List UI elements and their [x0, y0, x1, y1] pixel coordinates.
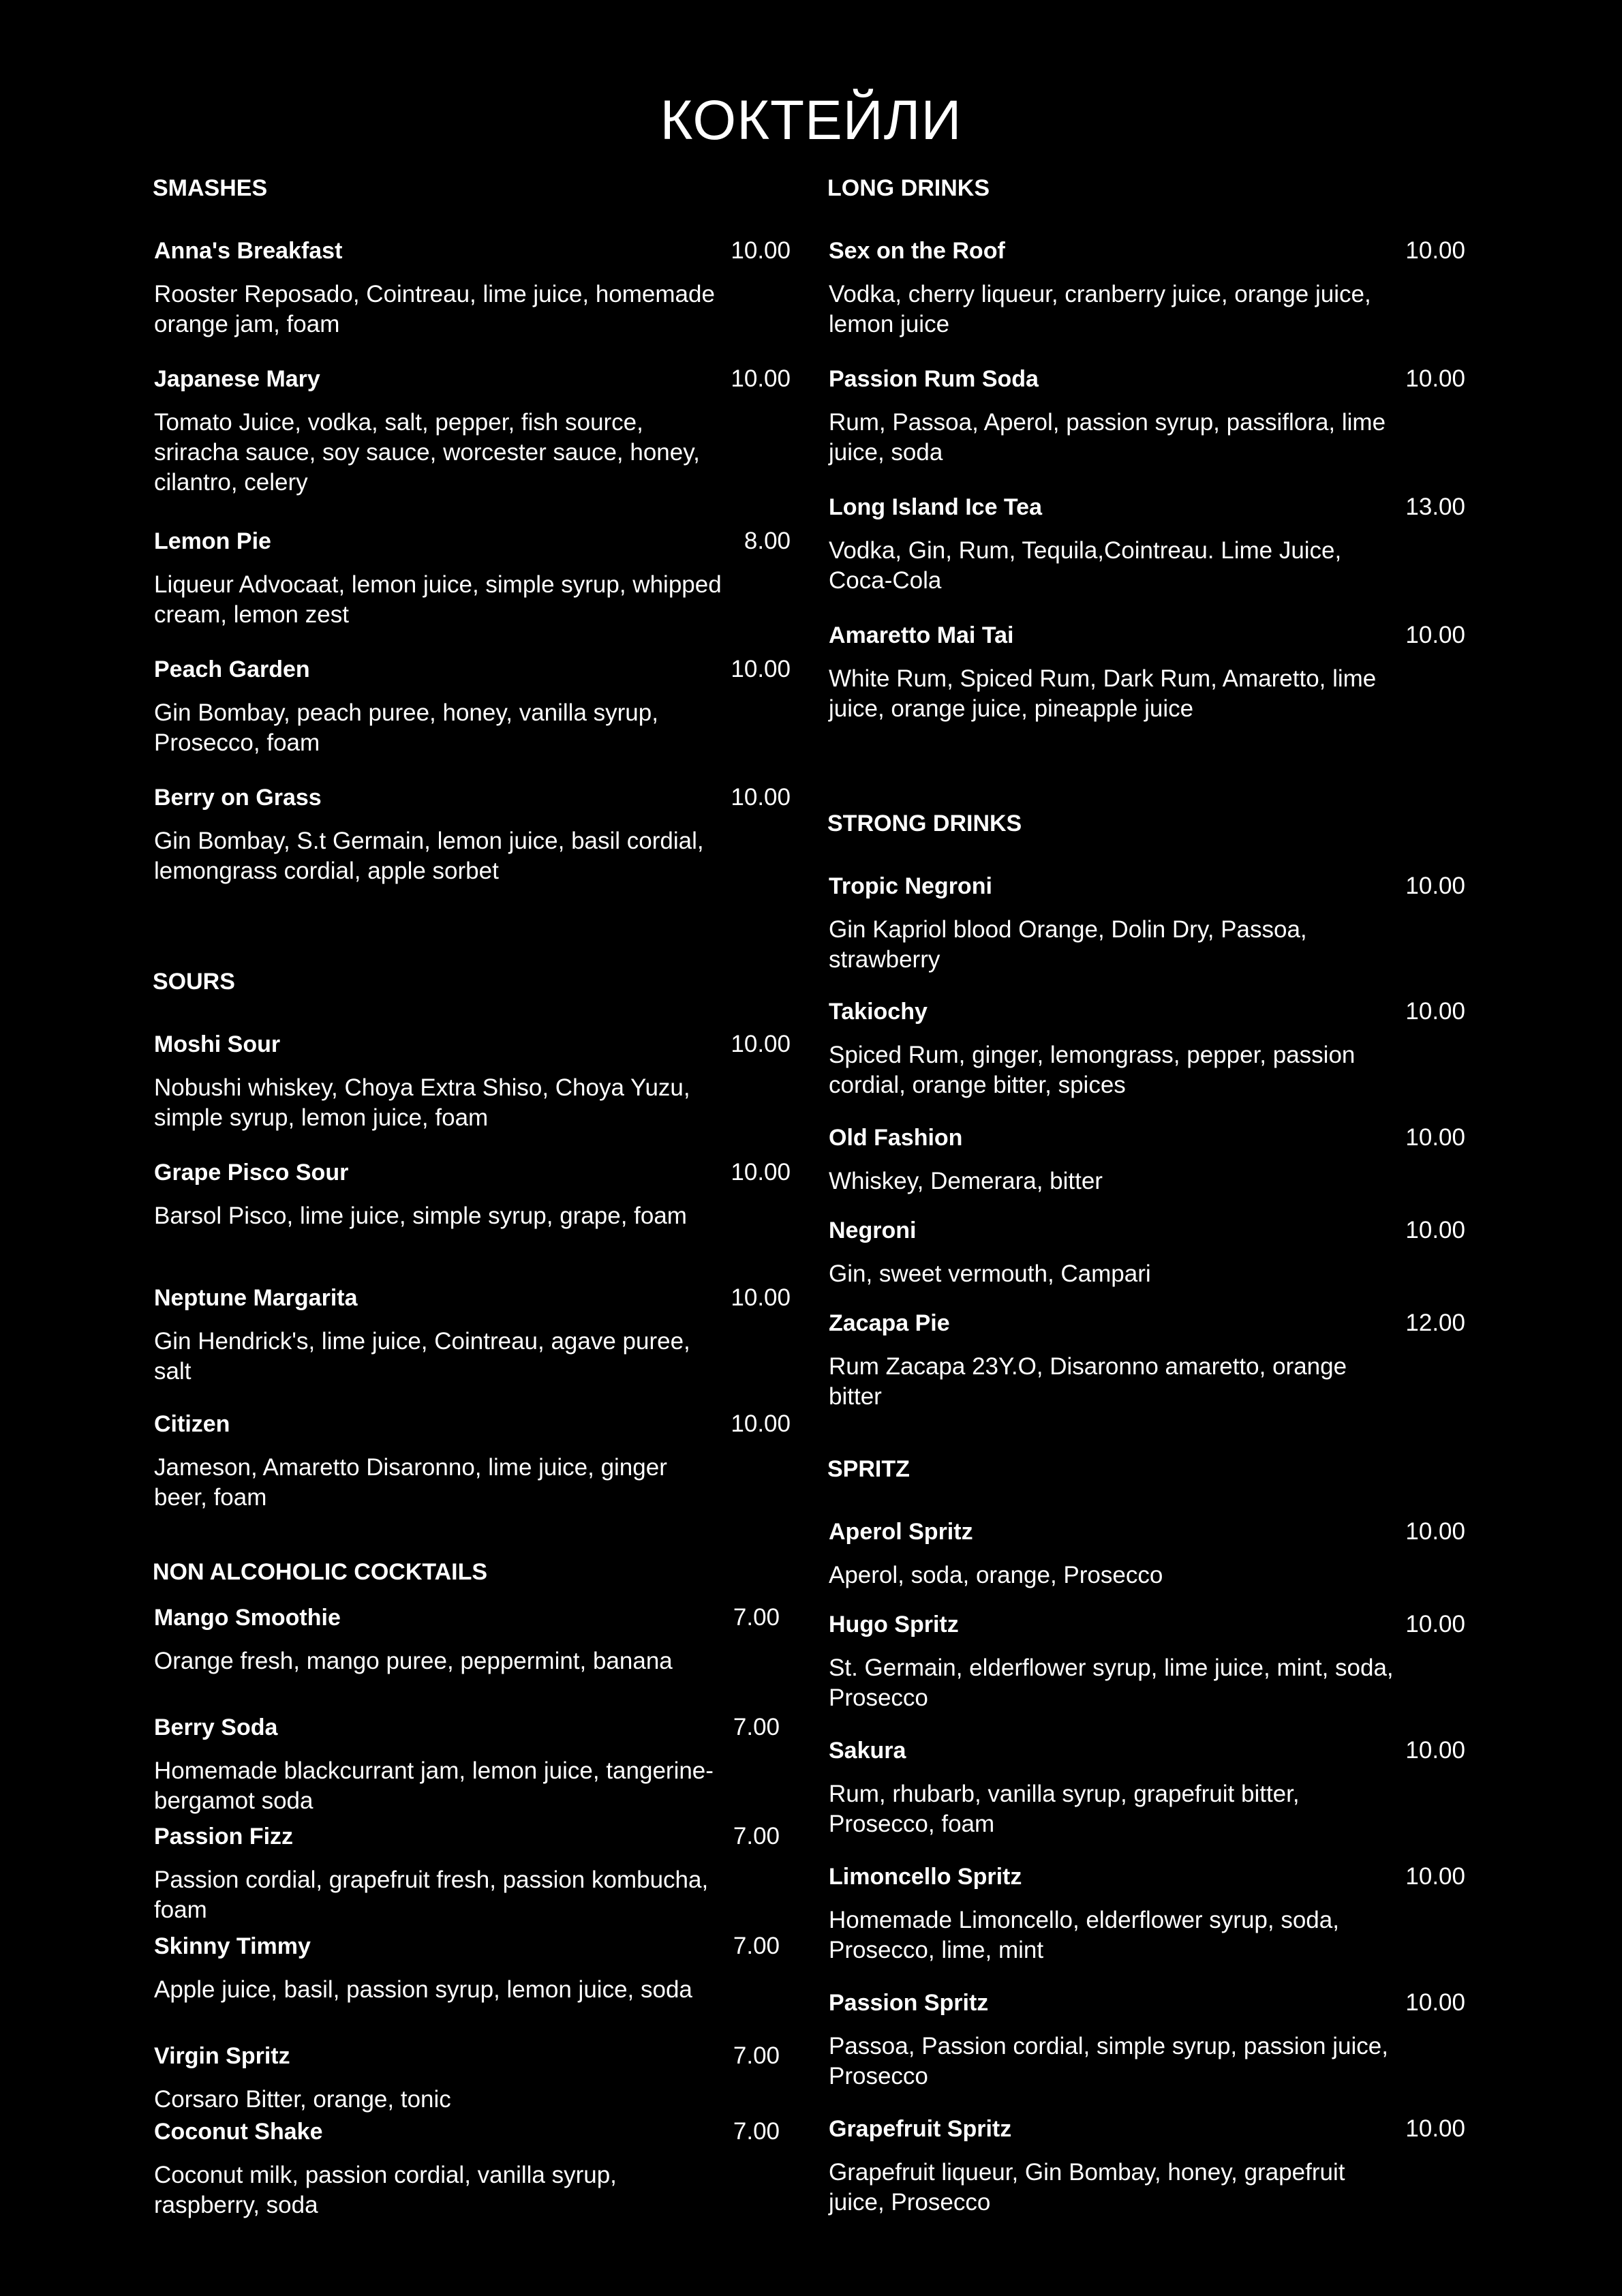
item-description: Barsol Pisco, lime juice, simple syrup, grape, foam [154, 1203, 687, 1229]
section-title-smashes: SMASHES [153, 175, 268, 201]
item-name: Takiochy [829, 999, 928, 1025]
item-name: Zacapa Pie [829, 1310, 950, 1336]
item-price: 10.00 [1405, 873, 1465, 899]
item-price: 10.00 [1405, 1863, 1465, 1890]
menu-column-right [827, 0, 1465, 2296]
item-price: 10.00 [1405, 1217, 1465, 1243]
item-price: 10.00 [1405, 1611, 1465, 1637]
item-description: Gin Hendrick's, lime juice, Cointreau, agave puree, salt [154, 1328, 690, 1385]
item-price: 10.00 [731, 1410, 791, 1437]
item-name: Virgin Spritz [154, 2043, 290, 2069]
item-name: Negroni [829, 1218, 917, 1243]
item-price: 7.00 [733, 1933, 780, 1959]
item-name: Anna's Breakfast [154, 238, 343, 264]
item-price: 12.00 [1405, 1310, 1465, 1336]
item-description: Spiced Rum, ginger, lemongrass, pepper, passion cordial, orange bitter, spices [829, 1042, 1356, 1098]
item-description: Corsaro Bitter, orange, tonic [154, 2086, 451, 2113]
item-description: Nobushi whiskey, Choya Extra Shiso, Choya Yuzu, simple syrup, lemon juice, foam [154, 1074, 690, 1131]
item-price: 7.00 [733, 1714, 780, 1740]
item-description: Tomato Juice, vodka, salt, pepper, fish source, sriracha sauce, soy sauce, worcester sauce, honey, cilantro, celery [154, 409, 700, 496]
item-description: Rum Zacapa 23Y.O, Disaronno amaretto, orange bitter [829, 1353, 1347, 1410]
item-description: Whiskey, Demerara, bitter [829, 1168, 1103, 1194]
section-title-spritz: SPRITZ [827, 1456, 910, 1482]
item-description: Vodka, cherry liqueur, cranberry juice, orange juice, lemon juice [829, 281, 1371, 337]
item-name: Lemon Pie [154, 528, 271, 554]
item-name: Grapefruit Spritz [829, 2116, 1012, 2142]
item-price: 10.00 [731, 656, 791, 682]
item-description: Aperol, soda, orange, Prosecco [829, 1562, 1163, 1588]
item-name: Sex on the Roof [829, 238, 1005, 264]
item-price: 10.00 [731, 1159, 791, 1185]
item-description: Jameson, Amaretto Disaronno, lime juice, ginger beer, foam [154, 1454, 667, 1511]
item-description: Rooster Reposado, Cointreau, lime juice, homemade orange jam, foam [154, 281, 715, 337]
item-price: 10.00 [1405, 1518, 1465, 1545]
item-description: Rum, Passoa, Aperol, passion syrup, passiflora, lime juice, soda [829, 409, 1386, 466]
item-description: Gin, sweet vermouth, Campari [829, 1260, 1151, 1287]
item-description: Apple juice, basil, passion syrup, lemon juice, soda [154, 1976, 692, 2003]
item-name: Passion Fizz [154, 1824, 294, 1849]
item-name: Mango Smoothie [154, 1605, 341, 1631]
item-description: Coconut milk, passion cordial, vanilla syrup, raspberry, soda [154, 2162, 617, 2218]
section-title-sours: SOURS [153, 969, 235, 995]
item-price: 10.00 [731, 784, 791, 811]
item-price: 7.00 [733, 2042, 780, 2069]
item-name: Amaretto Mai Tai [829, 622, 1014, 648]
item-name: Moshi Sour [154, 1031, 281, 1057]
item-price: 10.00 [1405, 998, 1465, 1025]
item-description: St. Germain, elderflower syrup, lime juice, mint, soda, Prosecco [829, 1655, 1394, 1711]
item-name: Citizen [154, 1411, 230, 1437]
item-description: Homemade Limoncello, elderflower syrup, soda, Prosecco, lime, mint [829, 1907, 1339, 1963]
section-title-long-drinks: LONG DRINKS [827, 175, 990, 201]
menu-column-left [153, 0, 791, 2296]
item-description: Liqueur Advocaat, lemon juice, simple syrup, whipped cream, lemon zest [154, 571, 722, 628]
item-name: Old Fashion [829, 1125, 963, 1151]
item-price: 10.00 [731, 237, 791, 264]
item-description: Gin Bombay, S.t Germain, lemon juice, basil cordial, lemongrass cordial, apple sorbet [154, 828, 704, 884]
item-name: Tropic Negroni [829, 873, 992, 899]
item-name: Peach Garden [154, 656, 310, 682]
item-name: Grape Pisco Sour [154, 1160, 349, 1185]
item-name: Aperol Spritz [829, 1519, 973, 1545]
item-description: Orange fresh, mango puree, peppermint, banana [154, 1648, 673, 1674]
item-price: 7.00 [733, 1823, 780, 1849]
item-price: 10.00 [1405, 2115, 1465, 2142]
item-price: 13.00 [1405, 494, 1465, 520]
item-name: Passion Rum Soda [829, 366, 1039, 392]
item-price: 7.00 [733, 2118, 780, 2145]
item-description: White Rum, Spiced Rum, Dark Rum, Amaretto, lime juice, orange juice, pineapple juice [829, 665, 1377, 722]
item-name: Skinny Timmy [154, 1933, 311, 1959]
item-price: 10.00 [731, 1031, 791, 1057]
item-price: 10.00 [1405, 1124, 1465, 1151]
item-price: 10.00 [1405, 1737, 1465, 1764]
item-description: Passoa, Passion cordial, simple syrup, passion juice, Prosecco [829, 2033, 1388, 2089]
section-title-strong-drinks: STRONG DRINKS [827, 811, 1022, 836]
item-price: 8.00 [744, 528, 791, 554]
item-price: 10.00 [1405, 1989, 1465, 2016]
item-price: 10.00 [1405, 237, 1465, 264]
item-name: Sakura [829, 1738, 906, 1764]
item-price: 10.00 [731, 365, 791, 392]
item-name: Berry on Grass [154, 785, 322, 811]
item-description: Homemade blackcurrant jam, lemon juice, tangerine-bergamot soda [154, 1757, 714, 1814]
item-price: 10.00 [1405, 622, 1465, 648]
item-description: Passion cordial, grapefruit fresh, passion kombucha, foam [154, 1867, 709, 1923]
item-description: Gin Bombay, peach puree, honey, vanilla syrup, Prosecco, foam [154, 699, 658, 756]
item-description: Rum, rhubarb, vanilla syrup, grapefruit bitter, Prosecco, foam [829, 1781, 1300, 1837]
item-name: Hugo Spritz [829, 1612, 959, 1637]
item-description: Vodka, Gin, Rum, Tequila,Cointreau. Lime Juice, Coca-Cola [829, 537, 1342, 594]
item-name: Berry Soda [154, 1715, 278, 1740]
item-description: Gin Kapriol blood Orange, Dolin Dry, Passoa, strawberry [829, 916, 1307, 973]
item-name: Coconut Shake [154, 2119, 323, 2145]
item-price: 7.00 [733, 1604, 780, 1631]
item-description: Grapefruit liqueur, Gin Bombay, honey, grapefruit juice, Prosecco [829, 2159, 1345, 2216]
item-price: 10.00 [1405, 365, 1465, 392]
item-name: Japanese Mary [154, 366, 320, 392]
item-name: Passion Spritz [829, 1990, 989, 2016]
section-title-non-alcoholic: NON ALCOHOLIC COCKTAILS [153, 1559, 488, 1585]
item-name: Neptune Margarita [154, 1285, 358, 1311]
item-name: Long Island Ice Tea [829, 494, 1042, 520]
page-title: КОКТЕЙЛИ [660, 89, 962, 151]
item-price: 10.00 [731, 1284, 791, 1311]
item-name: Limoncello Spritz [829, 1864, 1022, 1890]
